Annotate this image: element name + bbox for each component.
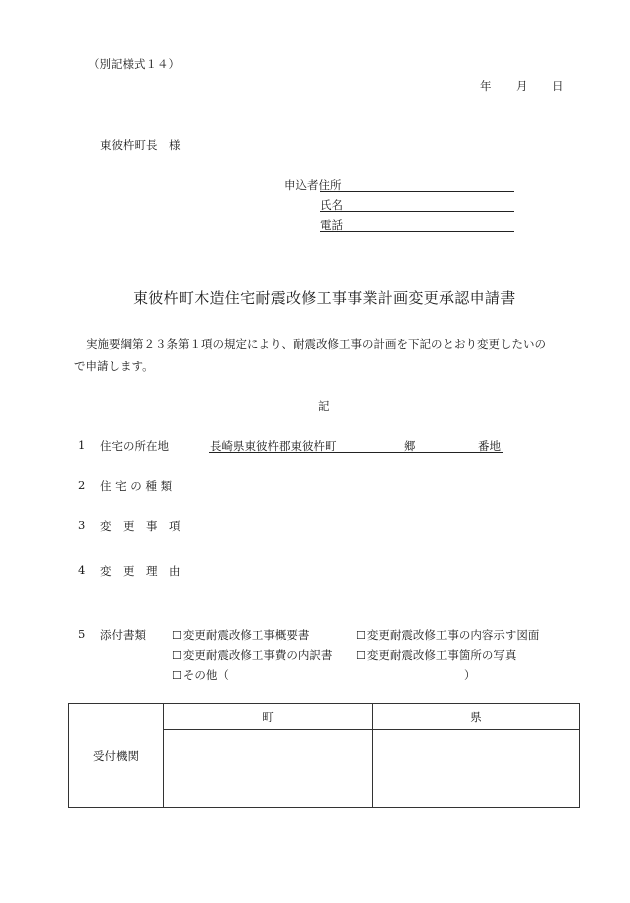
applicant-name-label: 氏名 <box>320 198 343 212</box>
document-title: 東彼杵町木造住宅耐震改修工事事業計画変更承認申請書 <box>133 289 516 307</box>
body-text-line1: 実施要綱第２３条第１項の規定により、耐震改修工事の計画を下記のとおり変更したいの <box>86 337 546 351</box>
item-2-label: 住 宅 の 種 類 <box>100 479 173 493</box>
item-5-number: 5 <box>78 627 86 641</box>
reception-table <box>68 703 580 808</box>
attachment-option-other[interactable]: ☐その他（ <box>172 668 229 682</box>
date-day-label: 日 <box>552 79 564 93</box>
date-year-label: 年 <box>480 79 492 93</box>
applicant-phone-label: 電話 <box>320 218 343 232</box>
item-1-go: 郷 <box>404 439 416 453</box>
attachment-option-3[interactable]: ☐変更耐震改修工事費の内訳書 <box>172 648 333 662</box>
item-1-number: 1 <box>78 438 86 452</box>
applicant-phone-line <box>320 231 514 232</box>
applicant-name-line <box>320 211 514 212</box>
reception-town-header: 町 <box>164 704 373 730</box>
applicant-address-label: 申込者住所 <box>284 178 342 192</box>
item-5-label: 添付書類 <box>100 628 146 642</box>
item-1-underline <box>209 452 503 453</box>
date-month-label: 月 <box>516 79 528 93</box>
attachment-option-4[interactable]: ☐変更耐震改修工事箇所の写真 <box>356 648 517 662</box>
reception-pref-header: 県 <box>373 704 580 730</box>
attachment-option-1[interactable]: ☐変更耐震改修工事概要書 <box>172 628 310 642</box>
checkbox-icon[interactable]: ☐ <box>172 629 182 642</box>
ki-heading: 記 <box>318 399 330 413</box>
reception-town-cell[interactable] <box>164 730 373 808</box>
attachment-option-2[interactable]: ☐変更耐震改修工事の内容示す図面 <box>356 628 540 642</box>
checkbox-icon[interactable]: ☐ <box>356 649 366 662</box>
checkbox-icon[interactable]: ☐ <box>172 669 182 682</box>
body-text-line2: で申請します。 <box>74 359 154 373</box>
item-3-label: 変 更 事 項 <box>100 519 181 533</box>
item-4-number: 4 <box>78 563 86 577</box>
item-3-number: 3 <box>78 518 86 532</box>
item-1-prefecture: 長崎県東彼杵郡東彼杵町 <box>210 439 337 453</box>
item-1-label: 住宅の所在地 <box>100 439 169 453</box>
item-1-banchi: 番地 <box>478 439 501 453</box>
form-number: （別記様式１４） <box>88 57 180 71</box>
reception-pref-cell[interactable] <box>373 730 580 808</box>
checkbox-icon[interactable]: ☐ <box>172 649 182 662</box>
other-close-paren: ） <box>464 668 476 682</box>
applicant-address-line <box>320 191 514 192</box>
item-4-label: 変 更 理 由 <box>100 564 181 578</box>
item-2-number: 2 <box>78 478 86 492</box>
reception-label: 受付機関 <box>69 704 164 808</box>
addressee: 東彼杵町長 様 <box>100 138 181 152</box>
checkbox-icon[interactable]: ☐ <box>356 629 366 642</box>
